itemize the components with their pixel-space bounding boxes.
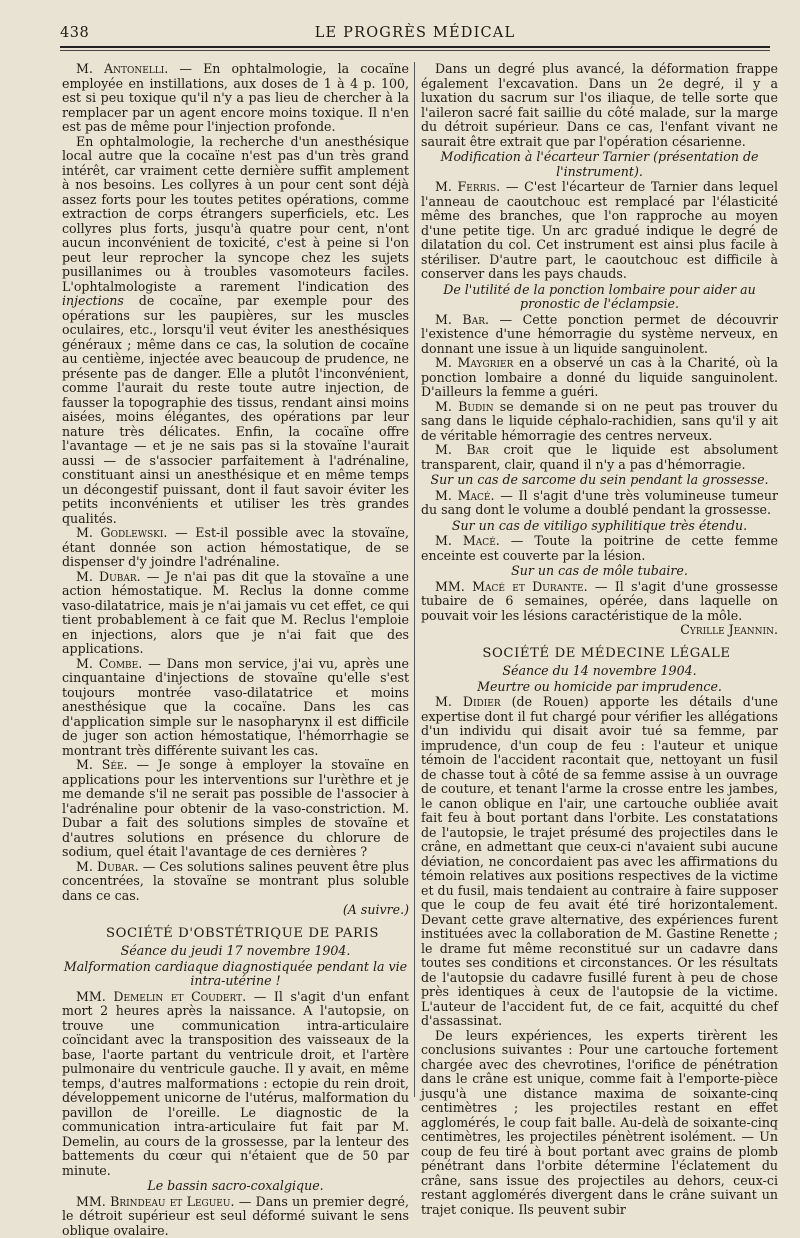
- subsection-title: Sur un cas de vitiligo syphilitique très étendu.: [421, 519, 778, 534]
- subsection-title: Modification à l'écarteur Tarnier (présentation de l'instrument).: [421, 150, 778, 179]
- paragraph: [421, 695, 778, 1029]
- subsection-title: Meurtre ou homicide par imprudence.: [421, 680, 778, 695]
- subsection-title: De l'utilité de la ponction lombaire pour aider au pronostic de l'éclampsie.: [421, 283, 778, 312]
- speaker-name: MM. Demelin et Coudert.: [76, 989, 246, 1004]
- paragraph: De leurs expériences, les experts tirèrent les conclusions suivantes : Pour une cartouche fortement chargée avec des chevrotines, l'orifice de pénétration dans le crâne est unique, comme fait à l'emporte-pièce jusqu'à une distance maxima de soixante-cinq centimètres ; les projectiles restant en effet agglomérés, le coup fait balle. Au-delà de soixante-cinq centimètres, les projectiles pénètrent isolément. — Un coup de feu tiré à bout portant avec grains de plomb pénétrant dans l'orbite détermine l'éclatement du crâne, sans issue des projectiles au dehors, ceux-ci restant agglomérés divergent dans le crâne suivant un trajet conique. Ils peuvent subir: [421, 1029, 778, 1218]
- right-column: [421, 62, 778, 1102]
- subsection-title: Sur un cas de sarcome du sein pendant la grossesse.: [421, 473, 778, 488]
- speaker-name: M. Didier: [435, 694, 501, 709]
- paragraph-text: — Il s'agit d'un enfant mort 2 heures après la naissance. A l'autopsie, on trouve une communication intra-articulaire coïncidant avec la transposition des vaisseaux de la base, l'aorte partant du ventricule droit, et l'artère pulmonaire du ventricule gauche. Il y avait, en même temps, d'autres malformations : ectopie du rein droit, développement unicorne de l'utérus, malformation du pavillon de l'oreille. Le diagnostic de la communication intra-articulaire fut fait par M. Demelin, au cours de la grossesse, par la lenteur des battements du cœur qui n'étaient que de 50 par minute.: [62, 989, 409, 1178]
- section-title: SOCIÉTÉ D'OBSTÉTRIQUE DE PARIS: [62, 927, 409, 942]
- to-be-continued: (A suivre.): [62, 903, 409, 918]
- paragraph: [62, 657, 409, 759]
- left-column: [62, 62, 409, 1102]
- paragraph-text: croit que le liquide est absolument transparent, clair, quand il n'y a pas d'hémorragie.: [421, 442, 778, 472]
- paragraph: [62, 990, 409, 1179]
- speaker-name: M. Dubar.: [76, 859, 139, 874]
- paragraph-text: — Je songe à employer la stovaïne en applications pour les interventions sur l'urèthre et je me demande s'il ne serait pas possible de l'associer à l'adrénaline pour obtenir de la vaso-constriction. M. Dubar a fait des solutions simples de stovaïne et d'autres solutions en présence du chlorure de sodium, quel était l'avantage de ces dernières ?: [62, 757, 409, 859]
- speaker-name: M. Sée.: [76, 757, 128, 772]
- author-signature: Cyrille Jeannin.: [421, 623, 778, 638]
- paragraph: [62, 570, 409, 657]
- paragraph: [62, 62, 409, 135]
- speaker-name: M. Antonelli.: [76, 61, 168, 76]
- header-rule: [60, 46, 770, 48]
- paragraph-text: en a observé un cas à la Charité, où la ponction lombaire a donné du liquide sanguinolent. D'ailleurs la femme a guéri.: [421, 355, 778, 399]
- speaker-name: M. Bar.: [435, 312, 489, 327]
- speaker-name: M. Combe.: [76, 656, 142, 671]
- paragraph-text: — Est-il possible avec la stovaïne, étant donnée son action hémostatique, de se dispenser d'y joindre l'adrénaline.: [62, 525, 409, 569]
- speaker-name: M. Ferris.: [435, 179, 500, 194]
- paragraph-text: — En ophtalmologie, la cocaïne employée en instillations, aux doses de 1 à 4 p. 100, est si peu toxique qu'il n'y a pas lieu de chercher à la remplacer par un agent encore moins toxique. Il n'en est pas de même pour l'injection profonde.: [62, 61, 409, 134]
- paragraph-text: de cocaïne, par exemple pour des opérations sur les paupières, sur les muscles oculaires, etc., lorsqu'il veut éviter les anesthésiques généraux ; même dans ce cas, la solution de cocaïne au centième, injectée avec beaucoup de prudence, ne présente pas de danger. Elle a plutôt l'inconvénient, comme l'aurait du reste toute autre injection, de fausser la topographie des tissus, rendant ainsi moins aisées, moins élégantes, des opérations par leur nature très délicates. Enfin, la cocaïne offre l'avantage — et je ne sais pas si la stovaïne l'aurait aussi — de s'associer parfaitement à l'adrénaline, constituant ainsi un anesthésique et en même temps un décongestif puissant, dont il faut savoir éviter les petits inconvénients et utiliser les très grandes qualités.: [62, 293, 409, 526]
- paragraph: [421, 489, 778, 518]
- paragraph: [421, 400, 778, 444]
- paragraph-text: En ophtalmologie, la recherche d'un anesthésique local autre que la cocaïne n'est pas d'un très grand intérêt, car vraiment cette dernière suffit amplement à nos besoins. Les collyres à un pour cent sont déjà assez forts pour les toutes petites opérations, comme extraction de corps étrangers superficiels, etc. Les collyres plus forts, jusqu'à quatre pour cent, n'ont aucun inconvénient de toxicité, c'est à peine si l'on peut leur reprocher la syncope chez les sujets pusillanimes ou à troubles vasomoteurs faciles. L'ophtalmologiste a rarement l'indication des: [62, 134, 409, 294]
- paragraph-text: — Dans un premier degré, le détroit supérieur est seul déformé suivant le sens oblique ovalaire.: [62, 1194, 409, 1238]
- speaker-name: M. Budin: [435, 399, 494, 414]
- speaker-name: M. Dubar.: [76, 569, 141, 584]
- paragraph: [421, 443, 778, 472]
- section-title: SOCIÉTÉ DE MÉDECINE LÉGALE: [421, 647, 778, 662]
- paragraph: [421, 580, 778, 624]
- paragraph-text: — Ces solutions salines peuvent être plus concentrées, la stovaïne se montrant plus soluble dans ce cas.: [62, 859, 409, 903]
- speaker-name: M. Godlewski.: [76, 525, 167, 540]
- paragraph-text: se demande si on ne peut pas trouver du sang dans le liquide céphalo-rachidien, sans qu'il y ait de véritable hémorragie des centres nerveux.: [421, 399, 778, 443]
- paragraph: [62, 526, 409, 570]
- session-date: Séance du jeudi 17 novembre 1904.: [62, 944, 409, 959]
- speaker-name: M. Bar: [435, 442, 489, 457]
- speaker-name: M. Macé.: [435, 488, 494, 503]
- speaker-name: MM. Macé et Durante.: [435, 579, 588, 594]
- paragraph: [62, 860, 409, 904]
- paragraph: [421, 313, 778, 357]
- speaker-name: M. Maygrier: [435, 355, 513, 370]
- paragraph: [62, 1195, 409, 1238]
- paragraph: [62, 135, 409, 527]
- column-divider: [414, 62, 415, 1097]
- paragraph: [421, 534, 778, 563]
- paragraph-text: (de Rouen) apporte les détails d'une expertise dont il fut chargé pour vérifier les allégations d'un individu qui disait avoir tué sa femme, par imprudence, d'un coup de feu : l'auteur et unique témoin de l'accident racontait que, nettoyant un fusil de chasse tout à côté de sa femme assise à un ouvrage de couture, et tenant l'arme la crosse entre les jambes, le canon oblique en l'air, une cartouche oubliée avait fait feu à bout portant dans l'orbite. Les constatations de l'autopsie, le trajet présumé des projectiles dans le crâne, en admettant que ceux-ci n'avaient subi aucune déviation, ne concordaient pas avec les affirmations du témoin relatives aux positions respectives de la victime et du fusil, mais tendaient au contraire à faire supposer que le coup de feu avait été tiré horizontalement. Devant cette grave alternative, des expériences furent instituées avec la collaboration de M. Gastine Renette ; le drame fut même reconstitué sur un cadavre dans toutes ses conditions et circonstances. Or les résultats de l'autopsie du cadavre fusillé furent à peu de chose près identiques à ceux de l'autopsie de la victime. L'auteur de l'accident fut, de ce fait, acquitté du chef d'assassinat.: [421, 694, 778, 1028]
- paragraph-text: — Je n'ai pas dit que la stovaïne a une action hémostatique. M. Reclus la donne comme vaso-dilatatrice, mais je n'ai jamais vu cet effet, ce qui tient probablement à ce fait que M. Reclus l'emploie en injections, alors que je n'ai fait que des applications.: [62, 569, 409, 657]
- paragraph: [62, 758, 409, 860]
- paragraph-text: — Dans mon service, j'ai vu, après une cinquantaine d'injections de stovaïne qu'elle s'est toujours montrée vaso-dilatatrice et moins anesthésique que la cocaïne. Dans les cas d'application simple sur le nasopharynx il est difficile de juger son action hémostatique, l'hémorrhagie se montrant très différente suivant les cas.: [62, 656, 409, 758]
- paragraph-text: — Il s'agit d'une très volumineuse tumeur du sang dont le volume a doublé pendant la grossesse.: [421, 488, 778, 518]
- subsection-title: Malformation cardiaque diagnostiquée pendant la vie intra-utérine !: [62, 960, 409, 989]
- header-rule-thin: [60, 50, 770, 51]
- emphasis: injections: [62, 293, 124, 308]
- paragraph: [421, 356, 778, 400]
- paragraph-text: — Il s'agit d'une grossesse tubaire de 6 semaines, opérée, dans laquelle on pouvait voir les lésions caractéristique de la môle.: [421, 579, 778, 623]
- session-date: Séance du 14 novembre 1904.: [421, 664, 778, 679]
- subsection-title: Sur un cas de môle tubaire.: [421, 564, 778, 579]
- subsection-title: Le bassin sacro-coxalgique.: [62, 1179, 409, 1194]
- journal-title: LE PROGRÈS MÉDICAL: [60, 25, 770, 41]
- speaker-name: M. Macé.: [435, 533, 500, 548]
- page-header: [60, 22, 770, 44]
- paragraph-text: — Cette ponction permet de découvrir l'existence d'une hémorragie du système nerveux, en donnant une issue à un liquide sanguinolent.: [421, 312, 778, 356]
- page-number: 438: [60, 25, 89, 41]
- paragraph: [421, 180, 778, 282]
- paragraph: Dans un degré plus avancé, la déformation frappe également l'excavation. Dans un 2e degré, il y a luxation du sacrum sur l'os iliaque, de telle sorte que l'aileron sacré fait saillie du côté malade, sur la marge du détroit supérieur. Dans ce cas, l'enfant vivant ne saurait être extrait que par l'opération césarienne.: [421, 62, 778, 149]
- paragraph-text: — C'est l'écarteur de Tarnier dans lequel l'anneau de caoutchouc est remplacé par l'élasticité même des branches, que l'on rapproche au moyen d'une petite tige. Un arc gradué indique le degré de dilatation du col. Cet instrument est ainsi plus facile à stériliser. D'autre part, le caoutchouc est difficile à conserver dans les pays chauds.: [421, 179, 778, 281]
- paragraph-text: — Toute la poitrine de cette femme enceinte est couverte par la lésion.: [421, 533, 778, 563]
- speaker-name: MM. Brindeau et Legueu.: [76, 1194, 234, 1209]
